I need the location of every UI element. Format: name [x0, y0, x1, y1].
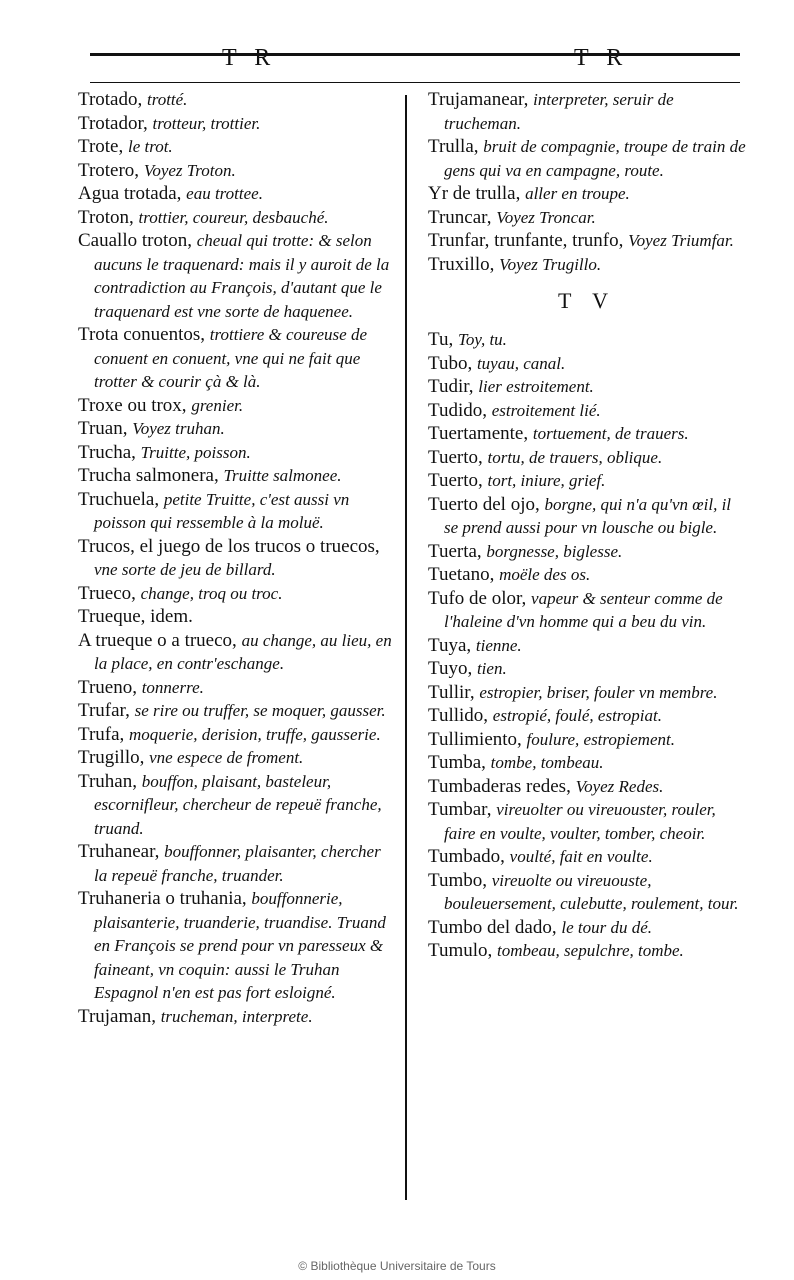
entry-headword: Tumbaderas redes, — [428, 775, 576, 797]
entry-definition: estropier, briser, fouler vn membre. — [479, 682, 718, 702]
dictionary-entry — [78, 464, 396, 488]
entry-headword: Tullido, — [428, 705, 493, 726]
running-head-left: T R — [222, 45, 277, 71]
entry-definition: cheual qui trotte: & selon aucuns le traquenard: mais il y auroit de la contradiction au François, d'autant que le traquenard est vne sorte de haquenee. — [94, 231, 390, 321]
right-column — [428, 88, 746, 963]
entry-headword: Truhaneria o truhania, — [78, 888, 252, 909]
dictionary-entry — [428, 88, 746, 135]
entry-headword: Trujamanear, — [428, 89, 534, 110]
entry-headword: Tuerto del ojo, — [428, 493, 545, 515]
entry-headword: Tuetano, — [428, 564, 500, 585]
dictionary-entry — [78, 629, 396, 676]
entry-headword: Tumbo del dado, — [428, 916, 562, 938]
dictionary-entry — [428, 681, 746, 705]
entry-headword: Tullimiento, — [428, 728, 527, 750]
entry-definition: Toy, tu. — [457, 330, 507, 349]
dictionary-entry — [428, 135, 746, 182]
dictionary-entry — [428, 798, 746, 845]
dictionary-entry — [78, 323, 396, 394]
entry-definition: bouffonnerie, plaisanterie, truanderie, truandise. Truand en François se prend pour vn paresseux & faineant, vn coquin: aussi le Truhan Espagnol n'en est pas fort esloigné. — [94, 889, 386, 1002]
entry-headword: Tufo de olor, — [428, 587, 532, 609]
dictionary-entry — [78, 770, 396, 841]
dictionary-entry — [428, 206, 746, 230]
entry-definition: trotteur, trottier. — [152, 113, 261, 133]
dictionary-entry — [428, 493, 746, 540]
dictionary-entry — [428, 352, 746, 376]
dictionary-entry — [78, 394, 396, 418]
dictionary-entry — [78, 699, 396, 723]
dictionary-entry — [78, 182, 396, 206]
entry-definition: trottiere & coureuse de conuent en conuent, vne qui ne fait que trotter & courir çà & là. — [94, 325, 367, 391]
entry-definition: bruit de compagnie, troupe de train de gens qui va en campagne, route. — [444, 137, 746, 180]
entry-definition: vapeur & senteur comme de l'haleine d'vn homme qui a beu du vin. — [444, 588, 723, 631]
dictionary-entry — [428, 869, 746, 916]
entry-definition: tuyau, canal. — [476, 353, 566, 373]
entry-headword: Cauallo troton, — [78, 230, 197, 251]
entry-headword: Trucos, el juego de los trucos o truecos, — [78, 535, 380, 557]
dictionary-entry — [78, 1005, 396, 1029]
entry-headword: Tuyo, — [428, 658, 477, 679]
entry-definition: vireuolte ou vireuouste, bouleuersement, culebutte, roulement, tour. — [444, 870, 739, 913]
section-heading-tv: T V — [557, 288, 617, 313]
dictionary-entry — [428, 399, 746, 423]
entry-definition: Truitte salmonee. — [223, 466, 342, 485]
entry-headword: Trueque, idem. — [78, 606, 193, 627]
right-entries-tr — [428, 88, 746, 276]
dictionary-entry — [428, 939, 746, 963]
entry-definition: grenier. — [191, 395, 244, 415]
entry-definition: tombeau, sepulchre, tombe. — [497, 941, 684, 960]
dictionary-entry — [428, 375, 746, 399]
entry-headword: Tuerto, — [428, 446, 488, 468]
entry-headword: Trote, — [78, 136, 128, 157]
entry-headword: Trugillo, — [78, 747, 150, 768]
entry-definition: trotté. — [146, 90, 188, 109]
entry-headword: Trufar, — [78, 700, 135, 721]
entry-definition: petite Truitte, c'est aussi vn poisson qui ressemble à la moluë. — [94, 489, 350, 532]
top-rule — [90, 53, 740, 56]
entry-headword: Tumbo, — [428, 869, 492, 891]
entry-headword: Trueno, — [78, 676, 142, 698]
entry-headword: Tuya, — [428, 634, 476, 656]
column-divider — [405, 95, 407, 1200]
dictionary-entry — [78, 488, 396, 535]
entry-definition: Voyez truhan. — [132, 419, 225, 438]
entry-definition: interpreter, seruir de trucheman. — [444, 90, 674, 133]
library-credit: © Bibliothèque Universitaire de Tours — [298, 1259, 496, 1273]
entry-definition: trottier, coureur, desbauché. — [138, 207, 329, 227]
entry-definition: change, troq ou troc. — [140, 583, 283, 603]
entry-headword: Trucha, — [78, 441, 141, 463]
entry-headword: Troton, — [78, 206, 139, 228]
entry-headword: Tuerto, — [428, 470, 488, 491]
entry-definition: estroitement lié. — [491, 400, 601, 420]
entry-headword: Truhan, — [78, 770, 142, 792]
dictionary-entry — [78, 746, 396, 770]
entry-definition: bouffon, plaisant, basteleur, escornifleur, chercheur de repeuë franche, truand. — [94, 771, 382, 838]
entry-definition: trucheman, interprete. — [160, 1006, 313, 1026]
dictionary-entry — [78, 535, 396, 582]
entry-headword: Truhanear, — [78, 841, 165, 862]
dictionary-entry — [428, 916, 746, 940]
entry-headword: Trucha salmonera, — [78, 465, 224, 486]
entry-definition: le trot. — [127, 137, 173, 156]
dictionary-entry — [78, 605, 396, 629]
entry-definition: moquerie, derision, truffe, gausserie. — [129, 724, 381, 744]
entry-definition: tortu, de trauers, oblique. — [487, 447, 663, 467]
entry-definition: au change, au lieu, en la place, en contr'eschange. — [94, 630, 392, 673]
dictionary-entry — [428, 775, 746, 799]
entry-definition: estropié, foulé, estropiat. — [492, 706, 662, 725]
entry-definition: aller en troupe. — [525, 184, 630, 203]
entry-definition: Voyez Troncar. — [496, 207, 596, 227]
dictionary-entry — [78, 441, 396, 465]
entry-definition: moële des os. — [499, 565, 591, 584]
entry-headword: Trujaman, — [78, 1005, 161, 1027]
entry-definition: Voyez Redes. — [575, 776, 664, 796]
entry-definition: lier estroitement. — [478, 377, 594, 396]
dictionary-entry — [428, 845, 746, 869]
dictionary-entry — [428, 634, 746, 658]
entry-headword: Truan, — [78, 418, 133, 439]
entry-headword: Tumbar, — [428, 799, 497, 820]
entry-headword: Truncar, — [428, 206, 497, 228]
left-column — [78, 88, 396, 1028]
dictionary-entry — [428, 751, 746, 775]
dictionary-entry — [78, 723, 396, 747]
entry-definition: vireuolter ou vireuouster, rouler, faire en voulte, voulter, tomber, cheoir. — [444, 800, 716, 843]
entry-headword: Yr de trulla, — [428, 183, 526, 204]
entry-headword: Tuerta, — [428, 540, 487, 562]
dictionary-entry — [78, 417, 396, 441]
entry-definition: voulté, fait en voulte. — [509, 847, 653, 866]
dictionary-entry — [428, 446, 746, 470]
entry-definition: Truitte, poisson. — [140, 442, 251, 462]
entry-headword: Trueco, — [78, 582, 141, 604]
entry-definition: borgnesse, biglesse. — [486, 541, 623, 561]
entry-headword: A trueque o a trueco, — [78, 629, 242, 651]
dictionary-entry — [428, 587, 746, 634]
entry-headword: Trotador, — [78, 112, 153, 134]
dictionary-entry — [428, 704, 746, 728]
entry-definition: vne sorte de jeu de billard. — [94, 560, 276, 579]
entry-definition: Voyez Triumfar. — [628, 231, 734, 250]
entry-definition: vne espece de froment. — [149, 748, 304, 767]
entry-definition: tienne. — [475, 635, 522, 655]
dictionary-entry — [428, 253, 746, 277]
dictionary-entry — [428, 328, 746, 352]
entry-definition: Voyez Troton. — [143, 160, 236, 180]
entry-headword: Tullir, — [428, 681, 480, 703]
entry-headword: Agua trotada, — [78, 183, 187, 204]
running-head-right: T R — [574, 45, 629, 71]
entry-definition: borgne, qui n'a qu'vn œil, il se prend aussi pour vn lousche ou bigle. — [444, 494, 732, 537]
entry-headword: Trota conuentos, — [78, 324, 210, 345]
dictionary-entry — [78, 159, 396, 183]
entry-definition: tien. — [476, 659, 507, 678]
dictionary-entry — [78, 88, 396, 112]
header-rule — [90, 82, 740, 83]
dictionary-entry — [428, 229, 746, 253]
dictionary-entry — [428, 540, 746, 564]
entry-headword: Tumulo, — [428, 940, 497, 961]
entry-definition: tombe, tombeau. — [490, 753, 604, 772]
entry-headword: Tu, — [428, 329, 458, 350]
dictionary-entry — [428, 469, 746, 493]
dictionary-entry — [78, 582, 396, 606]
entry-headword: Trufa, — [78, 723, 130, 745]
dictionary-entry — [428, 728, 746, 752]
entry-headword: Trunfar, trunfante, trunfo, — [428, 230, 629, 251]
dictionary-entry — [78, 229, 396, 323]
dictionary-entry — [78, 206, 396, 230]
entry-definition: tortuement, de trauers. — [532, 424, 689, 443]
dictionary-entry — [428, 657, 746, 681]
entry-headword: Trulla, — [428, 136, 484, 157]
entry-headword: Tuertamente, — [428, 423, 533, 444]
entry-headword: Trotado, — [78, 89, 147, 110]
dictionary-entry — [78, 135, 396, 159]
entry-definition: Voyez Trugillo. — [499, 254, 602, 274]
entry-headword: Tumba, — [428, 752, 491, 773]
entry-definition: tort, iniure, grief. — [487, 471, 606, 490]
dictionary-entry — [78, 887, 396, 1005]
entry-definition: eau trottee. — [186, 184, 263, 203]
entry-definition: foulure, estropiement. — [526, 729, 675, 749]
dictionary-entry — [428, 182, 746, 206]
entry-definition: tonnerre. — [141, 677, 204, 697]
entry-headword: Truxillo, — [428, 253, 500, 275]
dictionary-entry — [428, 563, 746, 587]
dictionary-entry — [78, 840, 396, 887]
entry-headword: Tubo, — [428, 352, 477, 374]
entry-headword: Troxe ou trox, — [78, 394, 192, 416]
entry-headword: Tudir, — [428, 376, 479, 397]
entry-headword: Tudido, — [428, 399, 492, 421]
right-entries-tv — [428, 328, 746, 963]
dictionary-entry — [78, 112, 396, 136]
entry-definition: le tour du dé. — [561, 917, 653, 937]
dictionary-entry — [78, 676, 396, 700]
entry-headword: Trotero, — [78, 159, 144, 181]
entry-headword: Truchuela, — [78, 488, 164, 510]
entry-headword: Tumbado, — [428, 846, 510, 867]
entry-definition: se rire ou truffer, se moquer, gausser. — [134, 701, 386, 720]
dictionary-entry — [428, 422, 746, 446]
entry-definition: bouffonner, plaisanter, chercher la repeuë franche, truander. — [94, 842, 381, 885]
